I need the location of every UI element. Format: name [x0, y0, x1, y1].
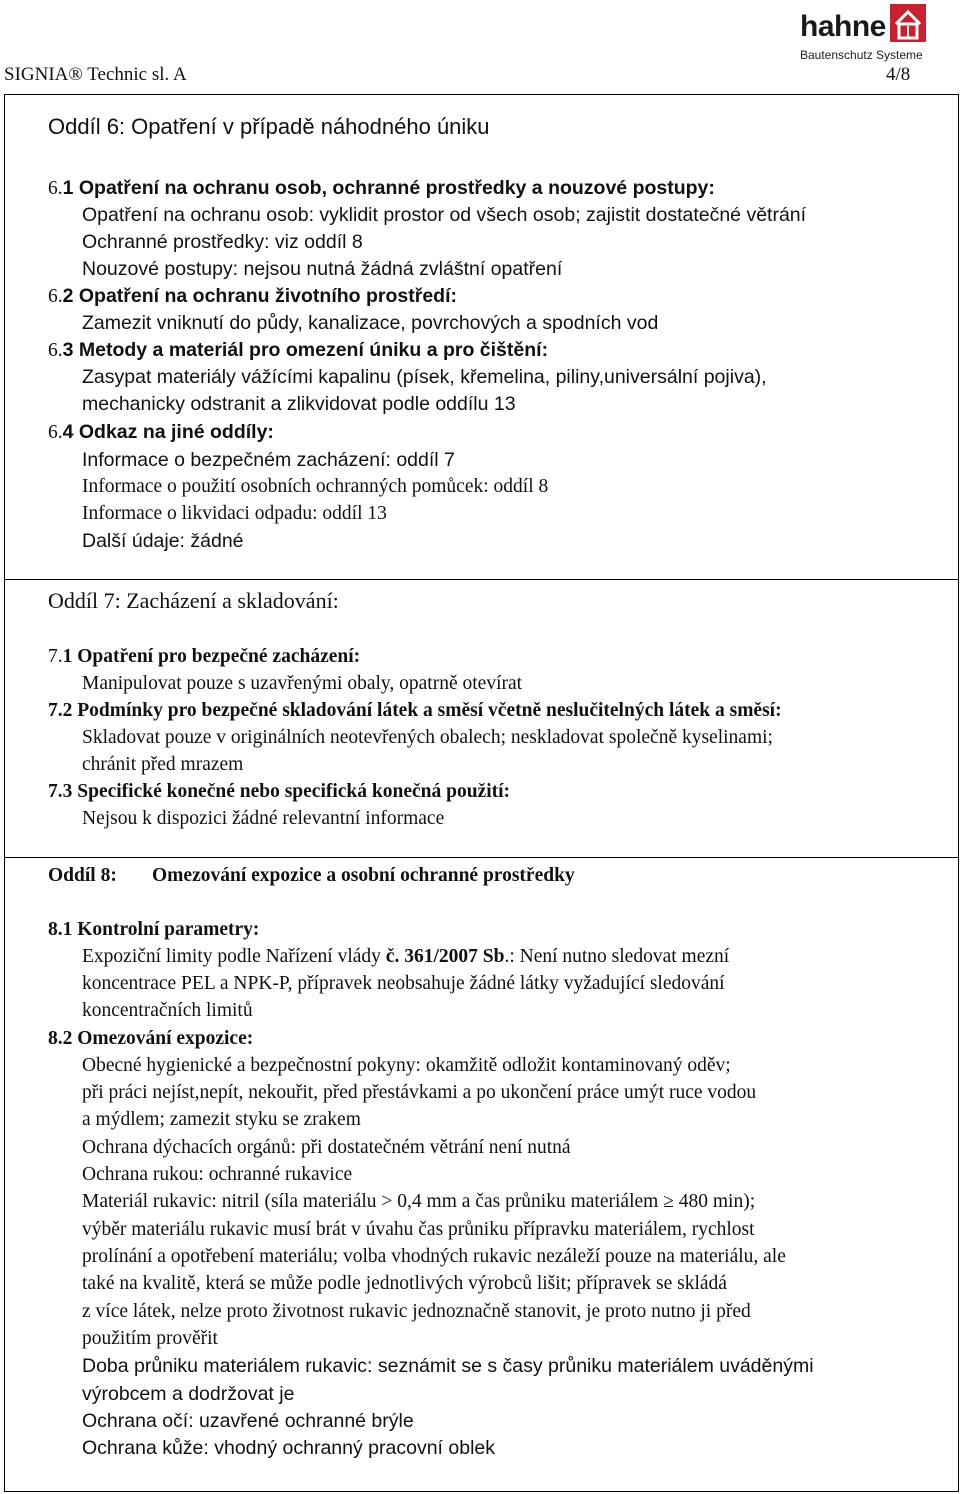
- text-line: Nouzové postupy: nejsou nutná žádná zvláštní opatření: [82, 258, 563, 280]
- text-line: při práci nejíst,nepít, nekouřit, před přestávkami a po ukončení práce umýt ruce vodou: [82, 1082, 757, 1103]
- text-line: [82, 946, 729, 968]
- section-8-label: Oddíl 8:: [48, 865, 117, 886]
- text-line: výrobcem a dodržovat je: [82, 1383, 295, 1405]
- subsection-number: 6.: [48, 178, 63, 199]
- text-line: a mýdlem; zamezit styku se zrakem: [82, 1109, 361, 1130]
- text-line: Informace o bezpečném zacházení: oddíl 7: [82, 449, 455, 471]
- subsection-number: 6.: [48, 286, 63, 307]
- text-line: Doba průniku materiálem rukavic: seznámit se s časy průniku materiálem uváděnými: [82, 1355, 814, 1377]
- text-line: Informace o použití osobních ochranných pomůcek: oddíl 8: [82, 476, 549, 497]
- text-line: Ochrana kůže: vhodný ochranný pracovní oblek: [82, 1437, 495, 1459]
- text-line: použitím prověřit: [82, 1328, 218, 1349]
- subsection-8-2-heading: 8.2 Omezování expozice:: [48, 1028, 254, 1049]
- logo-word: hahne: [800, 10, 886, 43]
- subsection-title: 2 Opatření na ochranu životního prostředí:: [62, 285, 457, 307]
- text-line: Materiál rukavic: nitril (síla materiálu > 0,4 mm a čas průniku materiálem ≥ 480 min);: [82, 1191, 756, 1212]
- subsection-7-2-heading: 7.2 Podmínky pro bezpečné skladování látek a směsí včetně neslučitelných látek a směsí:: [48, 700, 782, 721]
- subsection-7-3-heading: 7.3 Specifické konečné nebo specifická konečná použití:: [48, 781, 511, 802]
- text-line: Ochrana dýchacích orgánů: při dostatečném větrání není nutná: [82, 1137, 571, 1158]
- text-part: .: Není nutno sledovat mezní: [504, 946, 730, 967]
- text-line: Ochrana rukou: ochranné rukavice: [82, 1164, 353, 1185]
- section-8-title: Omezování expozice a osobní ochranné prostředky: [152, 865, 575, 886]
- page-number: 4/8: [886, 64, 911, 85]
- text-line: Ochrana očí: uzavřené ochranné brýle: [82, 1410, 414, 1432]
- text-line: koncentrace PEL a NPK-P, přípravek neobsahuje žádné látky vyžadující sledování: [82, 973, 725, 994]
- subsection-6-3-heading: [48, 339, 548, 362]
- text-line: Obecné hygienické a bezpečnostní pokyny: okamžitě odložit kontaminovaný oděv;: [82, 1055, 731, 1076]
- text-line: Skladovat pouze v originálních neotevřených obalech; neskladovat společně kyselinami;: [82, 727, 773, 748]
- subsection-6-2-heading: [48, 285, 457, 308]
- text-line: výběr materiálu rukavic musí brát v úvahu čas průniku přípravku materiálem, rychlost: [82, 1219, 755, 1240]
- text-line: Ochranné prostředky: viz oddíl 8: [82, 231, 363, 253]
- text-line: Opatření na ochranu osob: vyklidit prostor od všech osob; zajistit dostatečné větrání: [82, 204, 807, 226]
- subsection-6-1-heading: [48, 177, 715, 200]
- text-line: prolínání a opotřebení materiálu; volba vhodných rukavic nezáleží pouze na materiálu, ale: [82, 1246, 786, 1267]
- text-line: Nejsou k dispozici žádné relevantní informace: [82, 808, 445, 829]
- section-6-title: Oddíl 6: Opatření v případě náhodného úniku: [48, 114, 490, 139]
- text-part: Expoziční limity podle Nařízení vlády: [82, 946, 386, 967]
- company-logo: [800, 2, 960, 62]
- subsection-title: 1 Opatření pro bezpečné zacházení:: [62, 646, 361, 667]
- regulation-reference: č. 361/2007 Sb: [385, 946, 505, 967]
- text-line: Zamezit vniknutí do půdy, kanalizace, povrchových a spodních vod: [82, 312, 659, 334]
- text-line: Zasypat materiály vážícími kapalinu (písek, křemelina, piliny,universální pojiva),: [82, 366, 767, 388]
- text-line: také na kvalitě, která se může podle jednotlivých výrobců lišit; přípravek se skládá: [82, 1273, 727, 1294]
- text-line: Informace o likvidaci odpadu: oddíl 13: [82, 503, 387, 524]
- house-logo-icon: [888, 2, 928, 44]
- product-name: SIGNIA® Technic sl. A: [4, 64, 187, 85]
- section-7-title: Oddíl 7: Zacházení a skladování:: [48, 588, 339, 613]
- subsection-title: 1 Opatření na ochranu osob, ochranné prostředky a nouzové postupy:: [62, 177, 715, 199]
- text-line: Manipulovat pouze s uzavřenými obaly, opatrně otevírat: [82, 673, 523, 694]
- subsection-number: 6.: [48, 422, 63, 443]
- logo-subtitle: Bautenschutz Systeme: [800, 48, 923, 62]
- text-line: chránit před mrazem: [82, 754, 244, 775]
- subsection-title: 4 Odkaz na jiné oddíly:: [62, 421, 274, 443]
- subsection-number: 7.: [48, 646, 63, 667]
- subsection-title: 3 Metody a materiál pro omezení úniku a pro čištění:: [62, 339, 549, 361]
- subsection-6-4-heading: [48, 421, 274, 444]
- subsection-7-1-heading: [48, 646, 360, 668]
- text-line: z více látek, nelze proto životnost rukavic jednoznačně stanovit, je proto nutno ji před: [82, 1301, 751, 1322]
- text-line: mechanicky odstranit a zlikvidovat podle oddílu 13: [82, 393, 516, 415]
- text-line: Další údaje: žádné: [82, 530, 244, 552]
- text-line: koncentračních limitů: [82, 1000, 253, 1021]
- subsection-8-1-heading: 8.1 Kontrolní parametry:: [48, 919, 260, 940]
- subsection-number: 6.: [48, 340, 63, 361]
